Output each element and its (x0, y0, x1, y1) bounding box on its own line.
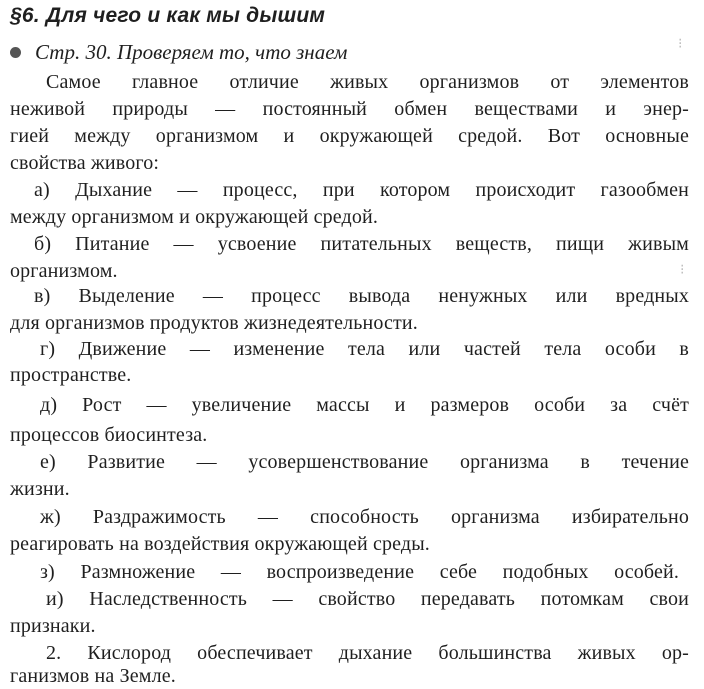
text-line: для организмов продуктов жизнедеятельности. (10, 312, 418, 334)
text-line: г) Движение — изменение тела или частей тела особи в (40, 338, 689, 360)
subheading (10, 40, 347, 65)
text-line: Самое главное отличие живых организмов от элементов (46, 71, 689, 93)
text-line: в) Выделение — процесс вывода ненужных или вредных (34, 285, 689, 307)
scan-speck: ⁝ (678, 36, 683, 52)
text-line: 2. Кислород обеспечивает дыхание большинства живых ор- (46, 642, 689, 664)
text-line: процессов биосинтеза. (10, 424, 208, 446)
text-line: ж) Раздражимость — способность организма избирательно (40, 506, 689, 528)
text-line: жизни. (10, 478, 70, 500)
text-line: е) Развитие — усовершенствование организма в течение (40, 451, 689, 473)
text-line: реагировать на воздействия окружающей среды. (10, 533, 430, 555)
bullet-icon (10, 47, 21, 58)
text-line: признаки. (10, 615, 96, 637)
text-line: з) Размножение — воспроизведение себе подобных особей. (40, 561, 679, 583)
text-line: ганизмов на Земле. (10, 665, 176, 687)
text-line: между организмом и окружающей средой. (10, 206, 378, 228)
text-line: организмом. (10, 260, 118, 282)
subheading-text: Стр. 30. Проверяем то, что знаем (35, 40, 348, 64)
text-line: и) Наследственность — свойство передавать потомкам свои (46, 588, 689, 610)
text-line: пространстве. (10, 364, 132, 386)
scan-speck: ⁝ (680, 262, 685, 278)
text-line: свойства живого: (10, 152, 160, 174)
text-line: д) Рост — увеличение массы и размеров особи за счёт (40, 394, 689, 416)
text-line: а) Дыхание — процесс, при котором происходит газообмен (34, 179, 689, 201)
section-heading: §6. Для чего и как мы дышим (10, 4, 326, 27)
text-line: гией между организмом и окружающей средой. Вот основные (10, 125, 689, 147)
text-line: б) Питание — усвоение питательных веществ, пищи живым (34, 233, 689, 255)
text-line: неживой природы — постоянный обмен веществами и энер- (10, 98, 689, 120)
